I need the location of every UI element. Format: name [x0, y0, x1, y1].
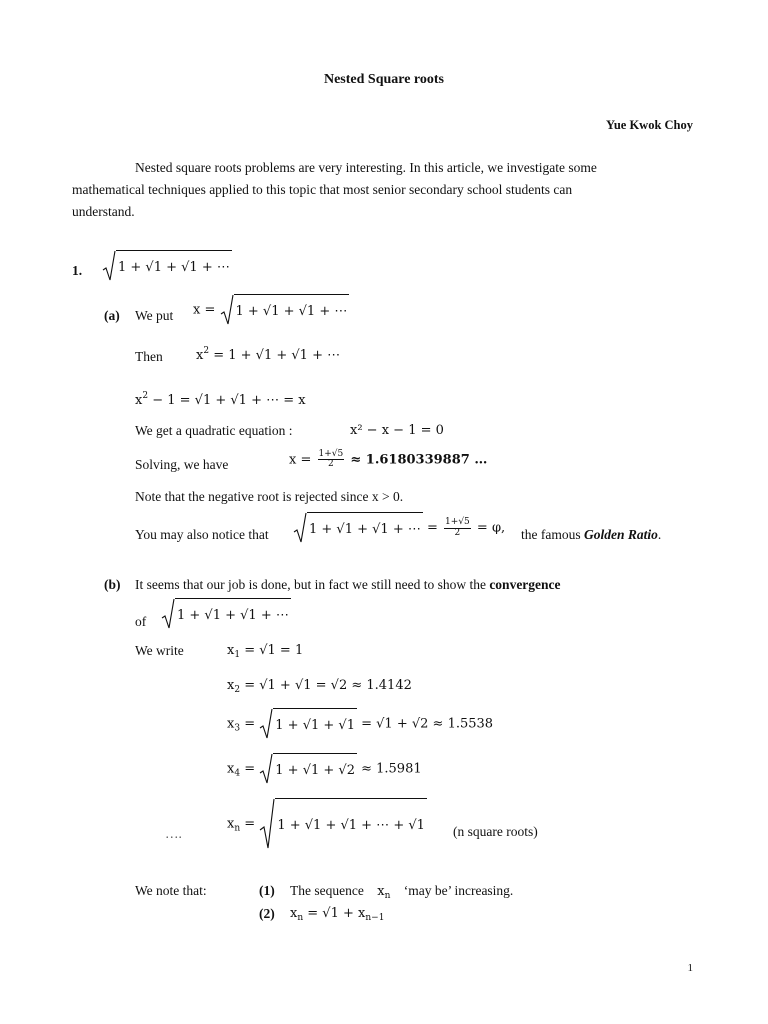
x2m1-mid: − 1 = √1 + √1 + ⋯ — [152, 393, 280, 408]
x-equals: x = — [193, 302, 216, 318]
solving-rhs: ≈ 1.6180339887 … — [350, 452, 488, 468]
x-var-2: x — [135, 393, 143, 408]
of-text: of — [135, 614, 147, 629]
sequence-text: The sequence — [290, 883, 364, 898]
part-b-sentence: It seems that our job is done, but in fact we still need to show the — [135, 577, 486, 592]
n-square-roots: (n square roots) — [453, 824, 538, 839]
golden-ratio-text — [521, 527, 661, 543]
we-write-text: We write — [135, 643, 184, 658]
we-note-text: We note that: — [135, 883, 207, 898]
negative-root-note: Note that the negative root is rejected since x > 0. — [135, 489, 404, 504]
frac-numerator: 1+√5 — [318, 449, 344, 459]
item2-subscript: n−1 — [365, 913, 385, 923]
heading-radicand: 1 + √1 + √1 + ⋯ — [116, 250, 232, 281]
x-radicand: 1 + √1 + √1 + ⋯ — [234, 294, 350, 325]
item2-label: (2) — [259, 906, 275, 921]
quadratic-text: We get a quadratic equation : — [135, 423, 293, 438]
of-radical — [161, 598, 291, 630]
x1-equation: $x_1 = √1 = 1$ — [227, 643, 304, 660]
x-squared-equation: $x^2 = 1 + √1 + √1$ + ⋯ — [196, 346, 341, 363]
solving-lhs: x = — [289, 452, 312, 468]
x-squared-minus-one: $x^2 - 1 = √1 + √1$ + ⋯ = x — [135, 391, 306, 408]
x3-equation: $x_3$ = 1 + √1 + √1 = √1 + √2 ≈ 1.5538 — [227, 708, 493, 740]
we-put-text: We put — [135, 308, 174, 323]
item2-rhs: = √1 + x — [307, 906, 366, 921]
section-number: 1. — [72, 263, 83, 278]
item1-text: The sequence $x_n$ ‘may be’ increasing. — [290, 883, 514, 901]
page-title: Nested Square roots — [323, 72, 445, 87]
x-definition — [193, 294, 349, 326]
item1-label: (1) — [259, 883, 275, 898]
x4-value: ≈ 1.5981 — [361, 761, 422, 777]
part-a-label: (a) — [104, 308, 120, 323]
quadratic-equation: x² − x − 1 = 0 — [350, 423, 444, 438]
notice-text: You may also notice that — [135, 527, 269, 542]
famous-text: the famous — [521, 527, 581, 542]
x-squared-rhs: = 1 + √1 + √1 + ⋯ — [213, 348, 341, 363]
of-radicand: 1 + √1 + √1 + ⋯ — [175, 598, 291, 629]
dots: …. — [165, 826, 182, 841]
page-number: 1 — [687, 962, 693, 974]
section-heading-radical — [102, 250, 232, 282]
x2m1-end: = x — [283, 393, 306, 408]
x2-rhs: = √1 + √1 = √2 ≈ 1.4142 — [244, 678, 412, 693]
convergence-word: convergence — [489, 577, 561, 592]
xn-radicand: 1 + √1 + √1 + ⋯ + √1 — [275, 798, 427, 849]
x4-equation: $x_4$ = 1 + √1 + √2 ≈ 1.5981 — [227, 753, 422, 785]
then-text: Then — [135, 349, 163, 364]
may-be-increasing: ‘may be’ increasing. — [403, 883, 514, 898]
golden-frac-num: 1+√5 — [445, 517, 470, 528]
intro-line-1: Nested square roots problems are very interesting. In this article, we investigate some — [135, 160, 597, 175]
golden-radicand: 1 + √1 + √1 + ⋯ — [307, 512, 423, 543]
author: Yue Kwok Choy — [605, 118, 693, 132]
phi: = φ, — [476, 520, 506, 536]
item2-equation: $x_n = √1 + x_{n-1}$ — [290, 906, 385, 923]
period: . — [657, 527, 662, 542]
intro-line-2: mathematical techniques applied to this topic that most senior secondary school students can — [72, 182, 573, 197]
golden-frac-den: 2 — [454, 527, 461, 538]
part-b-label: (b) — [104, 577, 121, 592]
solving-equation — [289, 450, 487, 470]
x3-value: ≈ 1.5538 — [432, 716, 494, 732]
golden-ratio-label: Golden Ratio — [584, 527, 658, 542]
x2-equation: $x_2 = √1 + √1 = √2 \approx 1.4142$ — [227, 678, 412, 695]
x1-rhs: = √1 = 1 — [244, 643, 304, 658]
part-b-text — [135, 577, 561, 593]
solving-text: Solving, we have — [135, 457, 229, 472]
x-var: x — [196, 348, 204, 363]
xn-equation: $x_n$ = 1 + √1 + √1 + ⋯ + √1 — [227, 798, 427, 850]
golden-ratio-equation: 1 + √1 + √1 + ⋯ = $\frac{1+√5}{2}$ = φ, — [293, 512, 505, 544]
frac-denominator: 2 — [328, 459, 334, 470]
intro-line-3: understand. — [72, 204, 135, 219]
